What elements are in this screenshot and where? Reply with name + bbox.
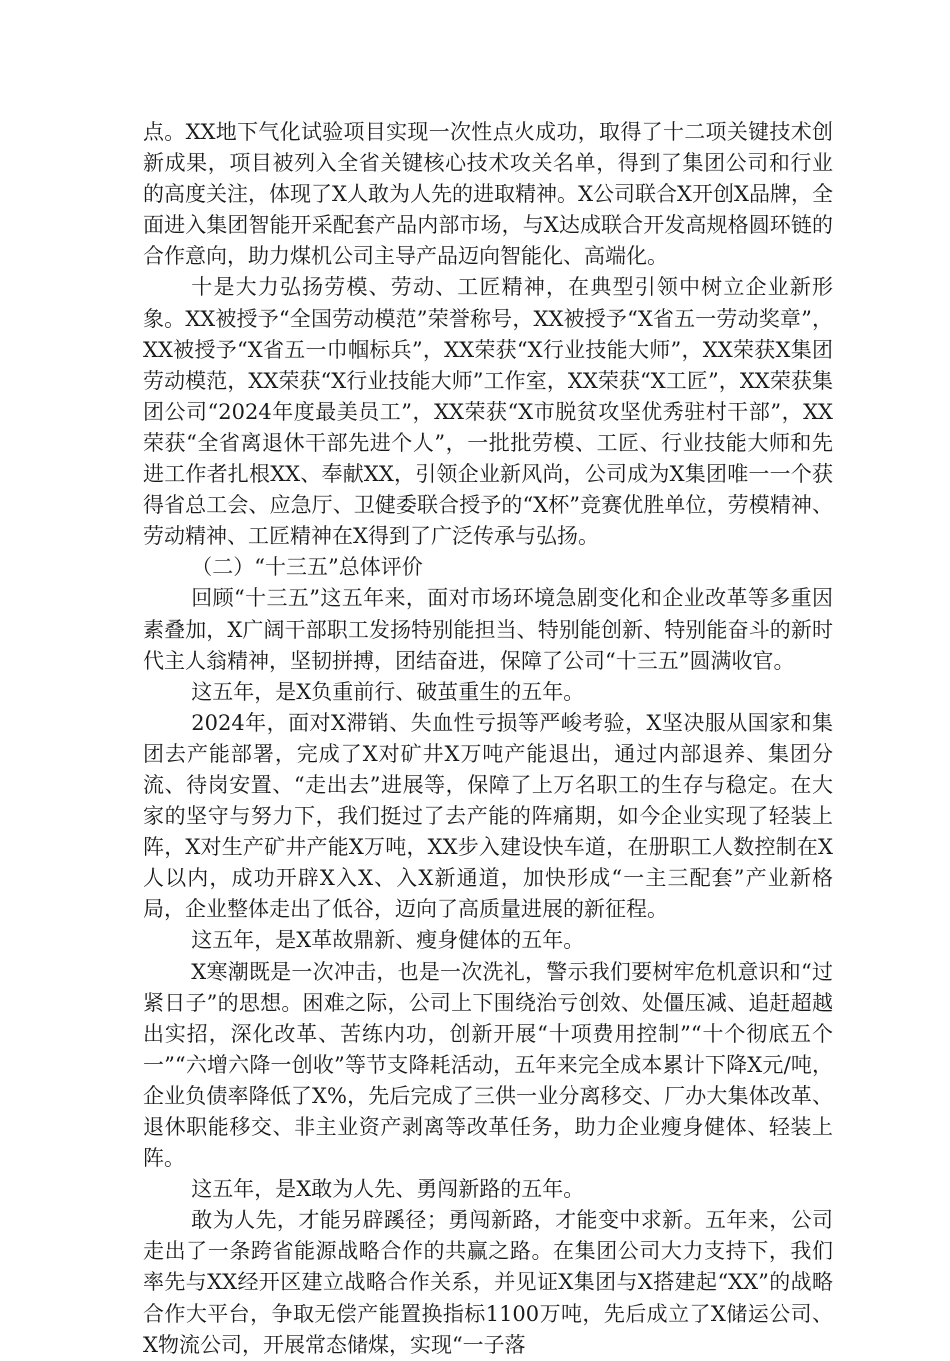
paragraph-continuation: 点。XX地下气化试验项目实现一次性点火成功，取得了十二项关键技术创新成果，项目被列入全省关键核心技术攻关名单，得到了集团公司和行业的高度关注，体现了X人敢为人先的进取精神。X公司联合X开创X品牌，全面进入集团智能开采配套产品内部市场，与X达成联合开发高规格圆环链的合作意向，助力煤机公司主导产品迈向智能化、高端化。: [143, 120, 833, 269]
paragraph-cost-control: X寒潮既是一次冲击，也是一次洗礼，警示我们要树牢危机意识和“过紧日子”的思想。困难之际，公司上下围绕治亏创效、处僵压减、追赶超越出实招，深化改革、苦练内功，创新开展“十项费用控制”“十个彻底五个一”“六增六降一创收”等节支降耗活动，五年来完全成本累计下降X元/吨，企业负债率降低了X%，先后完成了三供一业分离移交、厂办大集体改革、退休职能移交、非主业资产剥离等改革任务，助力企业瘦身健体、轻装上阵。: [143, 959, 833, 1171]
paragraph-five-years-reform: 这五年，是X革故鼎新、瘦身健体的五年。: [191, 928, 585, 953]
paragraph-review: 回顾“十三五”这五年来，面对市场环境急剧变化和企业改革等多重因素叠加，X广阔干部职工发扬特别能担当、特别能创新、特别能奋斗的新时代主人翁精神，坚韧拼搏，团结奋进，保障了公司“十三五”圆满收官。: [143, 586, 833, 673]
document-page: [143, 117, 833, 1361]
paragraph-five-years-rebirth: 这五年，是X负重前行、破茧重生的五年。: [191, 679, 585, 704]
section-heading-overall-evaluation: （二）“十三五”总体评价: [191, 555, 423, 580]
paragraph-capacity-reduction: 2024年，面对X滞销、失血性亏损等严峻考验，X坚决服从国家和集团去产能部署，完成了X对矿井X万吨产能退出，通过内部退养、集团分流、待岗安置、“走出去”进展等，保障了上万名职工的生存与稳定。在大家的坚守与努力下，我们挺过了去产能的阵痛期，如今企业实现了轻装上阵，X对生产矿井产能X万吨，XX步入建设快车道，在册职工人数控制在X人以内，成功开辟X入X、入X新通道，加快形成“一主三配套”产业新格局，企业整体走出了低谷，迈向了高质量进展的新征程。: [143, 710, 833, 922]
paragraph-strategic-cooperation: 敢为人先，才能另辟蹊径；勇闯新路，才能变中求新。五年来，公司走出了一条跨省能源战略合作的共赢之路。在集团公司大力支持下，我们率先与XX经开区建立战略合作关系，并见证X集团与X搭建起“XX”的战略合作大平台，争取无偿产能置换指标1100万吨，先后成立了X储运公司、X物流公司，开展常态储煤，实现“一子落: [143, 1208, 833, 1357]
paragraph-model-workers: 十是大力弘扬劳模、劳动、工匠精神，在典型引领中树立企业新形象。XX被授予“全国劳动模范”荣誉称号，XX被授予“X省五一劳动奖章”，XX被授予“X省五一巾帼标兵”，XX荣获“X行业技能大师”，XX荣获X集团劳动模范，XX荣获“X行业技能大师”工作室，XX荣获“X工匠”，XX荣获集团公司“2024年度最美员工”，XX荣获“X市脱贫攻坚优秀驻村干部”，XX荣获“全省离退休干部先进个人”，一批批劳模、工匠、行业技能大师和先进工作者扎根XX、奉献XX，引领企业新风尚，公司成为X集团唯一一个获得省总工会、应急厅、卫健委联合授予的“X杯”竞赛优胜单位，劳模精神、劳动精神、工匠精神在X得到了广泛传承与弘扬。: [143, 275, 833, 549]
paragraph-five-years-pioneering: 这五年，是X敢为人先、勇闯新路的五年。: [191, 1177, 585, 1202]
